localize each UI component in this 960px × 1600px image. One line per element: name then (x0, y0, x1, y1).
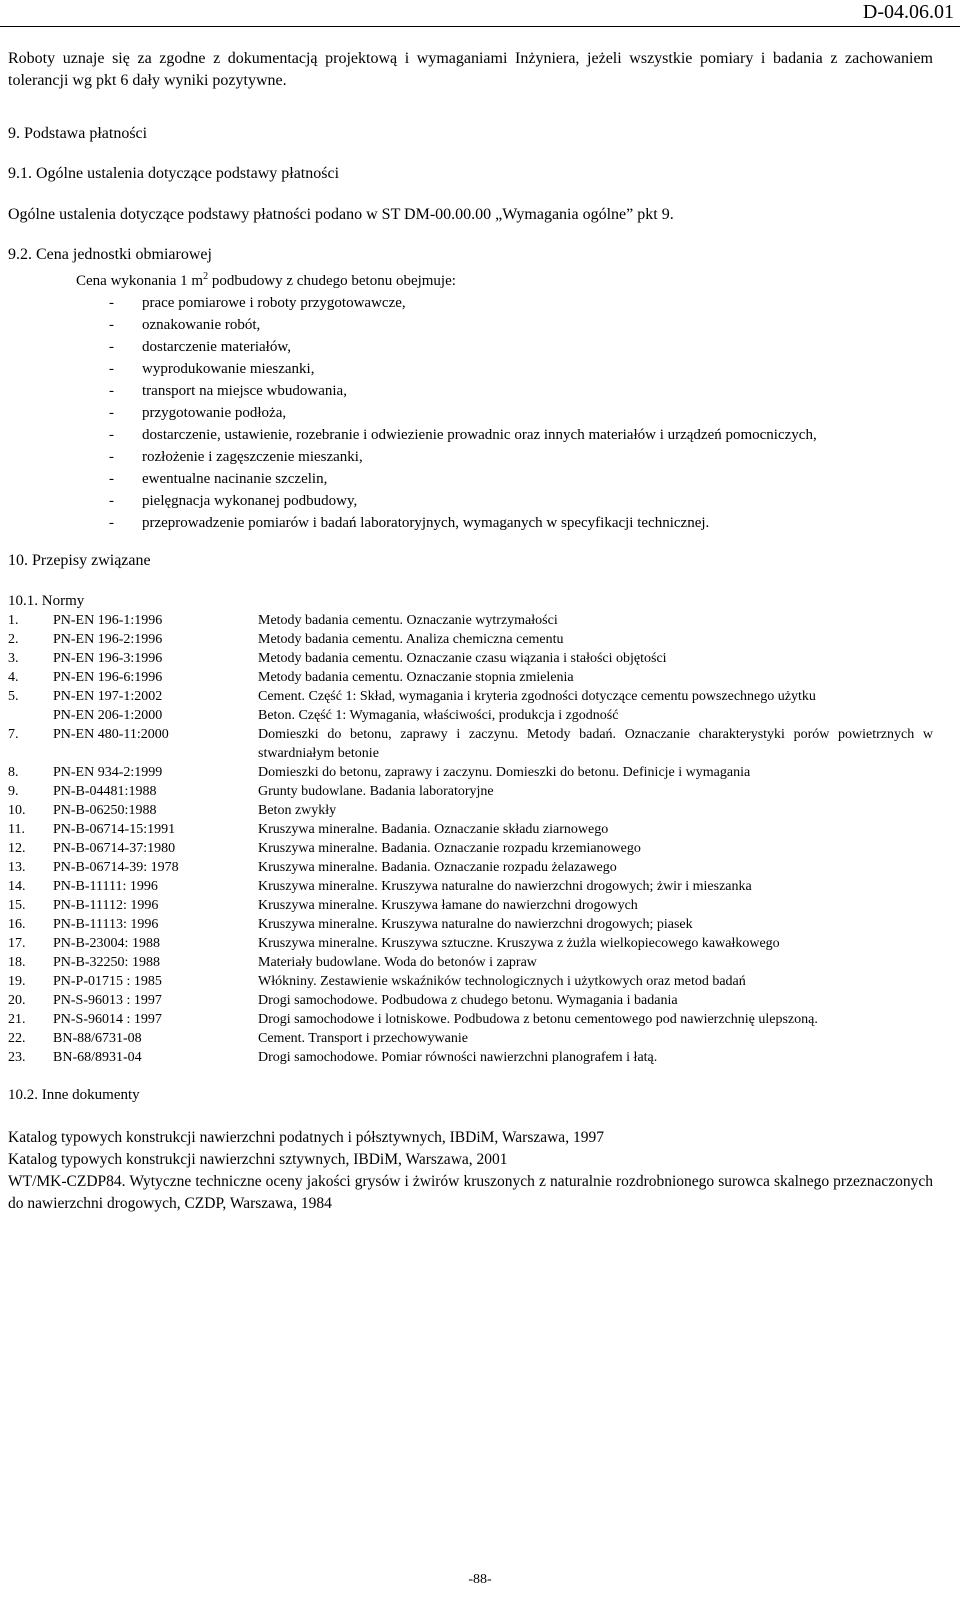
norm-row (8, 725, 933, 763)
norm-row (8, 1010, 933, 1029)
norm-description: Kruszywa mineralne. Kruszywa łamane do nawierzchni drogowych (258, 898, 638, 913)
norm-description: Włókniny. Zestawienie wskaźników technologicznych i użytkowych oraz metod badań (258, 974, 746, 989)
norm-number: 18. (8, 955, 26, 970)
list-item (109, 446, 933, 468)
list-item-text: transport na miejsce wbudowania, (142, 383, 347, 399)
section-9-title: 9. Podstawa płatności (8, 125, 148, 142)
norm-code: PN-S-96014 : 1997 (53, 1012, 162, 1027)
list-item-text: dostarczenie materiałów, (142, 339, 291, 355)
norm-number: 22. (8, 1031, 26, 1046)
norm-number: 17. (8, 936, 26, 951)
header-divider (0, 26, 960, 27)
bullet-dash: - (109, 515, 114, 531)
norm-code: PN-B-06250:1988 (53, 803, 157, 818)
section-10-title: 10. Przepisy związane (8, 552, 151, 569)
norm-description: Kruszywa mineralne. Kruszywa naturalne do nawierzchni drogowych; żwir i mieszanka (258, 879, 752, 894)
norm-row (8, 649, 933, 668)
section-10-2-title: 10.2. Inne dokumenty (8, 1087, 140, 1103)
norm-description: Metody badania cementu. Oznaczanie wytrzymałości (258, 613, 558, 628)
norm-description: Beton zwykły (258, 803, 337, 818)
norm-description: Drogi samochodowe. Pomiar równości nawierzchni planografem i łatą. (258, 1050, 658, 1065)
norm-number: 14. (8, 879, 26, 894)
norm-row (8, 763, 933, 782)
bullet-dash: - (109, 361, 114, 377)
list-item-text: wyprodukowanie mieszanki, (142, 361, 315, 377)
norm-number: 2. (8, 632, 19, 647)
section-10-1-title: 10.1. Normy (8, 593, 85, 609)
norm-row (8, 934, 933, 953)
lead-text-a: Cena wykonania 1 m (76, 273, 204, 289)
section-9-2-title: 9.2. Cena jednostki obmiarowej (8, 246, 212, 263)
bullet-dash: - (109, 449, 114, 465)
bullet-dash: - (109, 493, 114, 509)
norm-row (8, 668, 933, 687)
norm-row (8, 972, 933, 991)
other-documents-list (8, 1127, 933, 1215)
document-entry: WT/MK-CZDP84. Wytyczne techniczne oceny jakości grysów i żwirów kruszonych z naturalnie rozdrobnionego surowca skalnego przeznaczonych do nawierzchni drogowych, CZDP, Warszawa, 1984 (8, 1173, 933, 1212)
list-item (109, 402, 933, 424)
norm-row (8, 896, 933, 915)
norm-number: 10. (8, 803, 26, 818)
norm-code: PN-EN 197-1:2002 (53, 689, 163, 704)
norm-description: Domieszki do betonu, zaprawy i zaczynu. Metody badań. Oznaczanie charakterystyki porów powietrznych w stwardniałym betonie (258, 727, 933, 761)
norm-description: Kruszywa mineralne. Badania. Oznaczanie składu ziarnowego (258, 822, 609, 837)
norm-description: Beton. Część 1: Wymagania, właściwości, produkcja i zgodność (258, 708, 619, 723)
list-item-text: ewentualne nacinanie szczelin, (142, 471, 328, 487)
list-item-text: oznakowanie robót, (142, 317, 261, 333)
norm-code: PN-B-04481:1988 (53, 784, 157, 799)
list-item (109, 490, 933, 512)
norm-code: BN-68/8931-04 (53, 1050, 142, 1065)
list-item-text: rozłożenie i zagęszczenie mieszanki, (142, 449, 363, 465)
lead-superscript: 2 (203, 271, 209, 282)
norm-row (8, 820, 933, 839)
document-code: D-04.06.01 (862, 1, 954, 23)
norm-row (8, 858, 933, 877)
list-item-text: dostarczenie, ustawienie, rozebranie i odwiezienie prowadnic oraz innych materiałów i urządzeń pomocniczych, (142, 427, 817, 443)
list-item (109, 468, 933, 490)
norm-description: Kruszywa mineralne. Kruszywa naturalne do nawierzchni drogowych; piasek (258, 917, 693, 932)
norm-code: PN-EN 934-2:1999 (53, 765, 163, 780)
norm-description: Domieszki do betonu, zaprawy i zaczynu. Domieszki do betonu. Definicje i wymagania (258, 765, 751, 780)
bullet-dash: - (109, 383, 114, 399)
list-item-text: przygotowanie podłoża, (142, 405, 287, 421)
norm-row (8, 1029, 933, 1048)
intro-paragraph: Roboty uznaje się za zgodne z dokumentacją projektową i wymaganiami Inżyniera, jeżeli wszystkie pomiary i badania z zachowaniem tolerancji wg pkt 6 dały wyniki pozytywne. (8, 50, 933, 89)
list-item-text: przeprowadzenie pomiarów i badań laboratoryjnych, wymaganych w specyfikacji technicznej. (142, 515, 710, 531)
norm-row (8, 687, 933, 706)
norm-number: 3. (8, 651, 19, 666)
norm-code: PN-EN 480-11:2000 (53, 727, 169, 742)
bullet-dash: - (109, 339, 114, 355)
norm-row (8, 1048, 933, 1067)
norm-number: 9. (8, 784, 19, 799)
norm-code: PN-EN 206-1:2000 (53, 708, 163, 723)
list-item-text: pielęgnacja wykonanej podbudowy, (142, 493, 358, 509)
norm-description: Kruszywa mineralne. Badania. Oznaczanie rozpadu krzemianowego (258, 841, 641, 856)
norms-list (8, 611, 933, 1067)
cost-items-list (109, 292, 933, 534)
list-item (109, 292, 933, 314)
list-item (109, 512, 933, 534)
norm-number: 12. (8, 841, 26, 856)
norm-description: Kruszywa mineralne. Kruszywa sztuczne. Kruszywa z żużla wielkopiecowego kawałkowego (258, 936, 780, 951)
section-9-1-text: Ogólne ustalenia dotyczące podstawy płatności podano w ST DM-00.00.00 „Wymagania ogólne” pkt 9. (8, 206, 674, 223)
list-item (109, 358, 933, 380)
norm-number: 8. (8, 765, 19, 780)
bullet-dash: - (109, 405, 114, 421)
page-content (8, 48, 933, 1215)
norm-number: 19. (8, 974, 26, 989)
norm-row (8, 953, 933, 972)
norm-number: 23. (8, 1050, 26, 1065)
norm-number: 21. (8, 1012, 26, 1027)
lead-text-b: podbudowy z chudego betonu obejmuje: (208, 273, 456, 289)
norm-code: PN-EN 196-2:1996 (53, 632, 163, 647)
norm-number: 11. (8, 822, 25, 837)
norm-description: Drogi samochodowe i lotniskowe. Podbudowa z betonu cementowego pod nawierzchnię ulepszoną. (258, 1012, 818, 1027)
norm-code: PN-S-96013 : 1997 (53, 993, 162, 1008)
list-item (109, 336, 933, 358)
norm-code: PN-P-01715 : 1985 (53, 974, 162, 989)
norm-description: Drogi samochodowe. Podbudowa z chudego betonu. Wymagania i badania (258, 993, 678, 1008)
bullet-dash: - (109, 317, 114, 333)
norm-description: Cement. Część 1: Skład, wymagania i kryteria zgodności dotyczące cementu powszechnego użytku (258, 689, 816, 704)
norm-code: PN-B-11111: 1996 (53, 879, 158, 894)
bullet-dash: - (109, 295, 114, 311)
norm-description: Kruszywa mineralne. Badania. Oznaczanie rozpadu żelazawego (258, 860, 617, 875)
document-entry: Katalog typowych konstrukcji nawierzchni podatnych i półsztywnych, IBDiM, Warszawa, 1997 (8, 1129, 604, 1146)
document-entry: Katalog typowych konstrukcji nawierzchni sztywnych, IBDiM, Warszawa, 2001 (8, 1151, 508, 1168)
norm-code: PN-B-11112: 1996 (53, 898, 159, 913)
norm-code: PN-B-06714-37:1980 (53, 841, 176, 856)
norm-code: PN-B-11113: 1996 (53, 917, 159, 932)
list-item (109, 314, 933, 336)
norm-description: Grunty budowlane. Badania laboratoryjne (258, 784, 494, 799)
norm-description: Metody badania cementu. Oznaczanie stopnia zmielenia (258, 670, 574, 685)
list-item (109, 380, 933, 402)
norm-row (8, 877, 933, 896)
section-9-1-title: 9.1. Ogólne ustalenia dotyczące podstawy płatności (8, 165, 340, 182)
norm-row (8, 915, 933, 934)
bullet-dash: - (109, 471, 114, 487)
norm-row (8, 801, 933, 820)
norm-description: Materiały budowlane. Woda do betonów i zapraw (258, 955, 537, 970)
norm-number: 15. (8, 898, 26, 913)
list-item (109, 424, 933, 446)
norm-row (8, 630, 933, 649)
norm-description: Metody badania cementu. Oznaczanie czasu wiązania i stałości objętości (258, 651, 667, 666)
norm-number: 16. (8, 917, 26, 932)
page-number: -88- (468, 1572, 492, 1587)
norm-code: PN-EN 196-1:1996 (53, 613, 163, 628)
norm-code: BN-88/6731-08 (53, 1031, 142, 1046)
norm-row (8, 839, 933, 858)
norm-row (8, 782, 933, 801)
section-9-2-lead (76, 266, 933, 292)
norm-code: PN-B-06714-15:1991 (53, 822, 176, 837)
norm-number: 7. (8, 727, 19, 742)
norm-row (8, 611, 933, 630)
norm-code: PN-B-23004: 1988 (53, 936, 160, 951)
norm-number (8, 706, 53, 725)
norm-number: 4. (8, 670, 19, 685)
list-item-text: prace pomiarowe i roboty przygotowawcze, (142, 295, 406, 311)
norm-code: PN-B-32250: 1988 (53, 955, 160, 970)
norm-number: 5. (8, 689, 19, 704)
norm-code: PN-EN 196-3:1996 (53, 651, 163, 666)
norm-code: PN-B-06714-39: 1978 (53, 860, 179, 875)
norm-description: Metody badania cementu. Analiza chemiczna cementu (258, 632, 564, 647)
norm-number: 20. (8, 993, 26, 1008)
bullet-dash: - (109, 427, 114, 443)
norm-number: 13. (8, 860, 26, 875)
norm-row (8, 706, 933, 725)
norm-row (8, 991, 933, 1010)
norm-number: 1. (8, 613, 19, 628)
norm-description: Cement. Transport i przechowywanie (258, 1031, 468, 1046)
norm-code: PN-EN 196-6:1996 (53, 670, 163, 685)
